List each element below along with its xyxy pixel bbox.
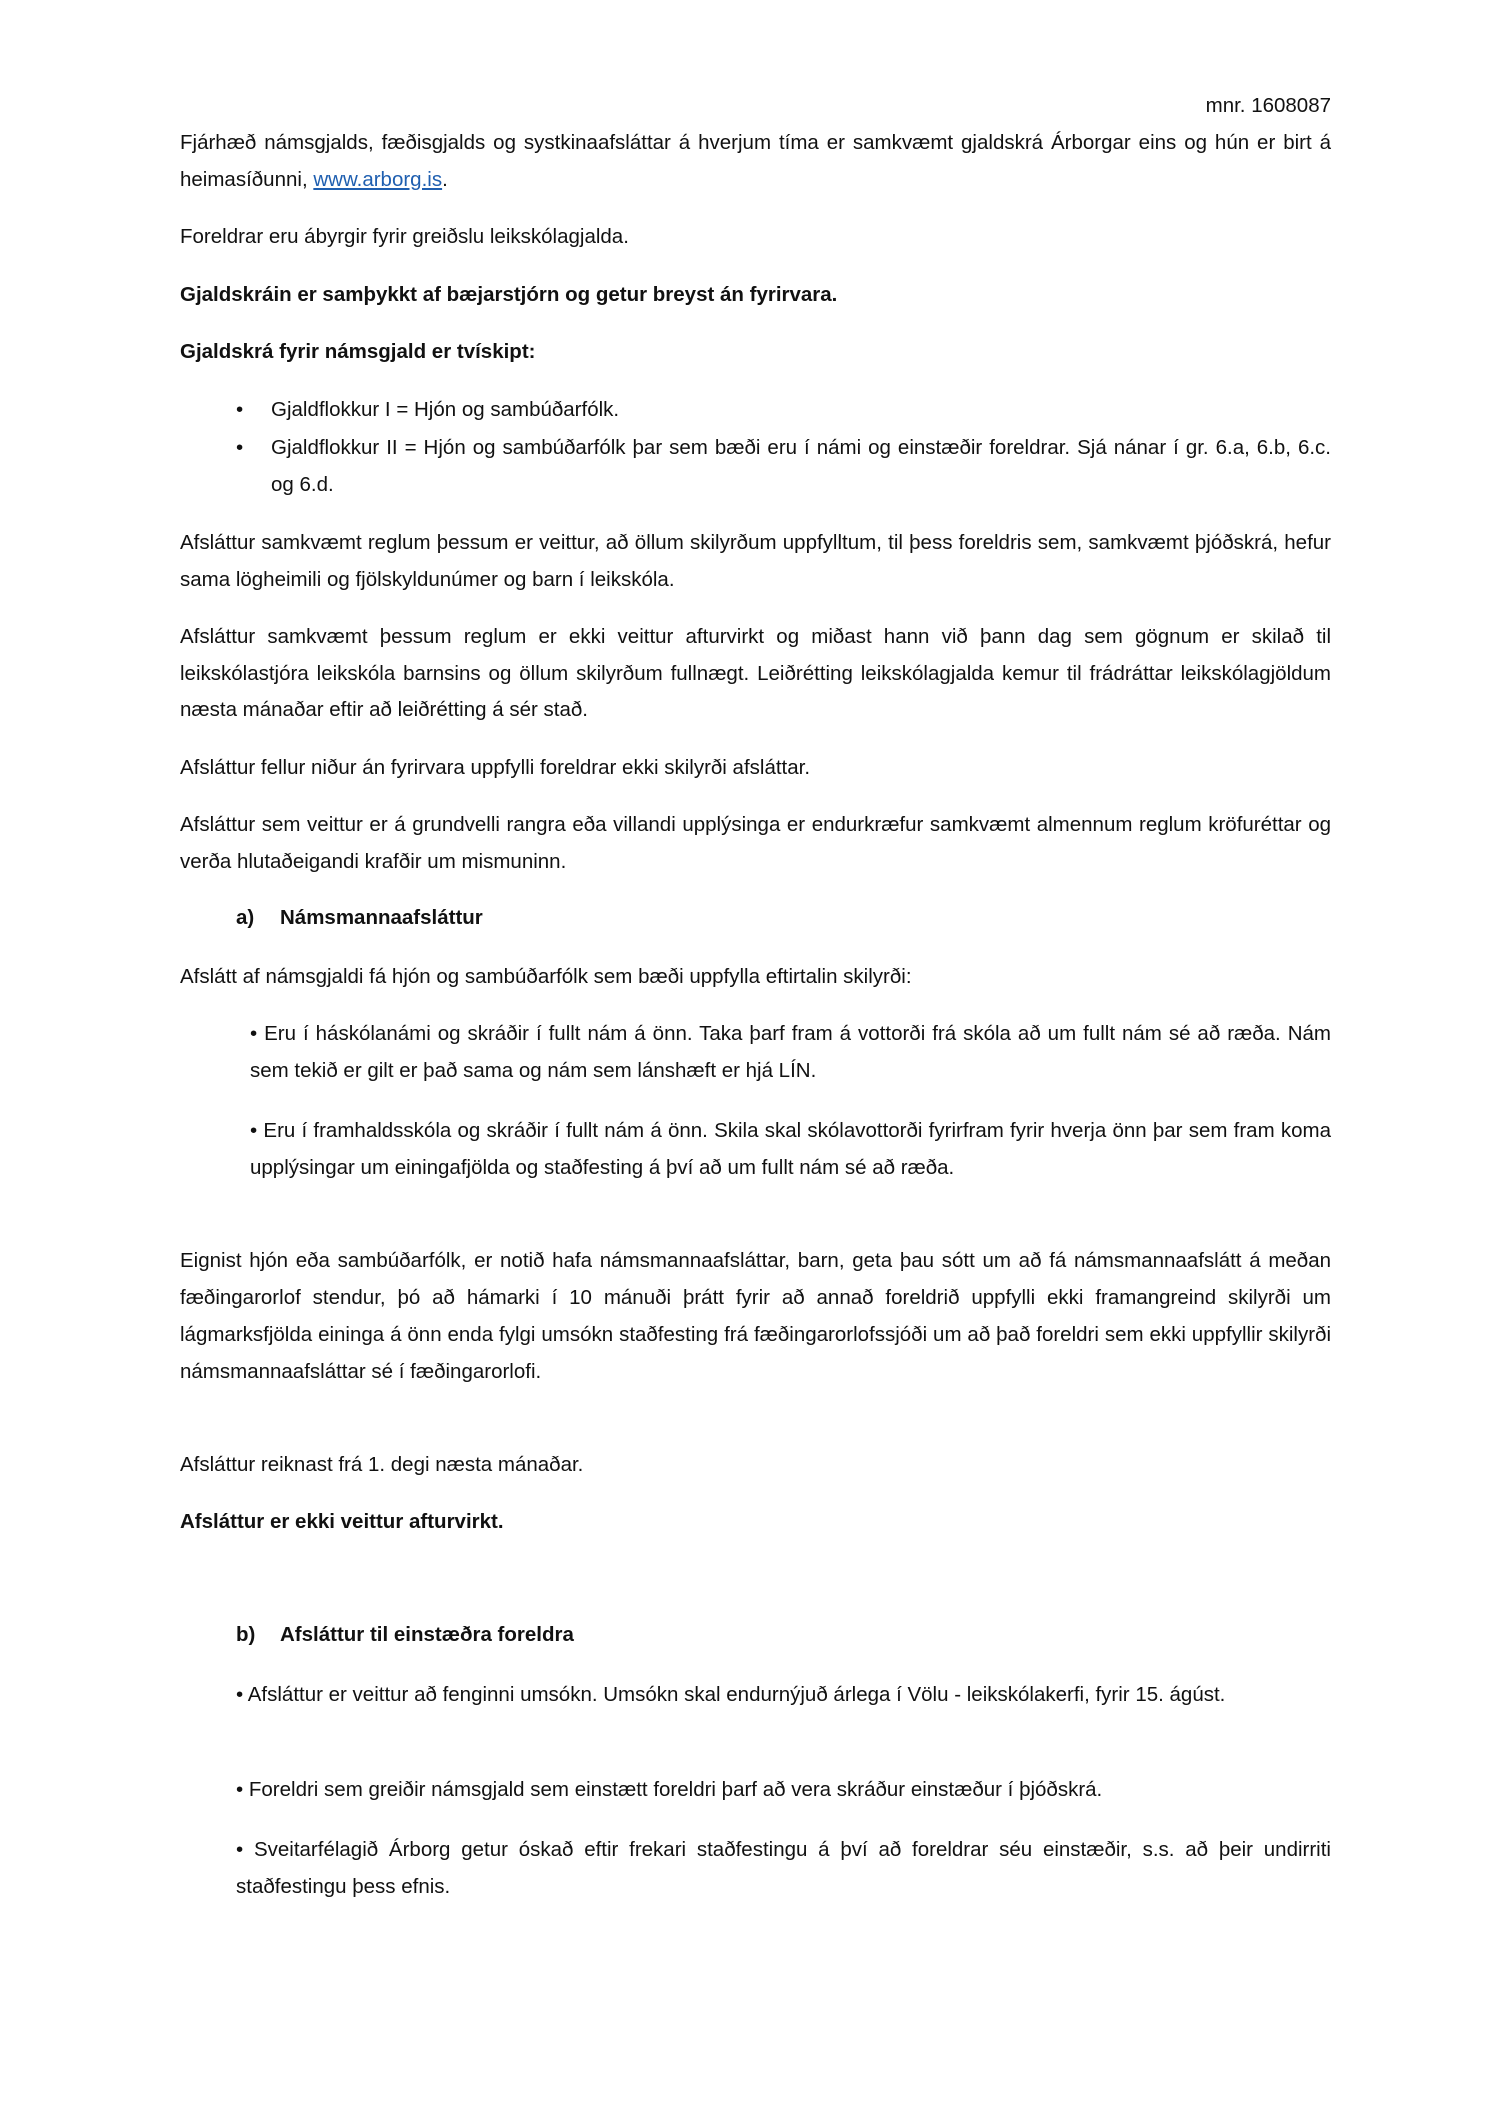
list-item: • Sveitarfélagið Árborg getur óskað eftir frekari staðfestingu á því að foreldrar séu einstæðir, s.s. að þeir undirriti staðfestingu þess efnis. xyxy=(236,1838,1331,1898)
paragraph-discount-rules: Afsláttur samkvæmt reglum þessum er veittur, að öllum skilyrðum uppfylltum, til þess foreldris sem, samkvæmt þjóðskrá, hefur sama lögheimili og fjölskyldunúmer og barn í leikskóla. xyxy=(180,531,1331,591)
list-item: • Foreldri sem greiðir námsgjald sem einstætt foreldri þarf að vera skráður einstæður í þjóðskrá. xyxy=(236,1778,1103,1801)
paragraph-end: . xyxy=(442,167,448,191)
section-a-heading: a) Námsmannaafsláttur xyxy=(236,906,483,929)
section-a-bold-paragraph: Afsláttur er ekki veittur afturvirkt. xyxy=(180,1510,504,1533)
paragraph-parents-responsible: Foreldrar eru ábyrgir fyrir greiðslu leikskólagjalda. xyxy=(180,225,629,248)
bullet-icon: • xyxy=(236,436,244,459)
paragraph-discount-cancelled: Afsláttur fellur niður án fyrirvara uppfylli foreldrar ekki skilyrði afsláttar. xyxy=(180,756,811,779)
document-number: mnr. 1608087 xyxy=(1205,94,1331,117)
paragraph-fee-amount xyxy=(180,125,1331,198)
section-a-calc-paragraph: Afsláttur reiknast frá 1. degi næsta mánaðar. xyxy=(180,1453,584,1476)
section-b-heading: b) Afsláttur til einstæðra foreldra xyxy=(236,1623,574,1646)
list-item: • Eru í háskólanámi og skráðir í fullt nám á önn. Taka þarf fram á vottorði frá skóla að um fullt nám sé að ræða. Nám sem tekið er gilt er það sama og nám sem lánshæft er hjá LÍN. xyxy=(250,1022,1331,1082)
website-link[interactable]: www.arborg.is xyxy=(313,167,443,191)
paragraph-tariff-approved: Gjaldskráin er samþykkt af bæjarstjórn og getur breyst án fyrirvara. xyxy=(180,283,838,306)
paragraph-text: Fjárhæð námsgjalds, fæðisgjalds og systkinaafsláttar á hverjum tíma er samkvæmt gjaldskrá Árborgar eins og hún er birt á heimasíðunni, xyxy=(180,131,1331,191)
list-item: • Afsláttur er veittur að fenginni umsókn. Umsókn skal endurnýjuð árlega í Völu - leikskólakerfi, fyrir 15. ágúst. xyxy=(236,1683,1226,1706)
section-a-intro: Afslátt af námsgjaldi fá hjón og sambúðarfólk sem bæði uppfylla eftirtalin skilyrði: xyxy=(180,965,912,988)
list-item: • Gjaldflokkur II = Hjón og sambúðarfólk þar sem bæði eru í námi og einstæðir foreldrar. Sjá nánar í gr. 6.a, 6.b, 6.c. og 6.d. xyxy=(236,429,1331,503)
paragraph-not-retroactive: Afsláttur samkvæmt þessum reglum er ekki veittur afturvirkt og miðast hann við þann dag sem gögnum er skilað til leikskólastjóra leikskóla barnsins og öllum skilyrðum fullnægt. Leiðrétting leikskólagjalda kemur til frádráttar leikskólagjöldum næsta mánaðar eftir að leiðrétting á sér stað. xyxy=(180,625,1331,721)
paragraph-discount-refundable: Afsláttur sem veittur er á grundvelli rangra eða villandi upplýsinga er endurkræfur samkvæmt almennum reglum kröfuréttar og verða hlutaðeigandi krafðir um mismuninn. xyxy=(180,813,1331,873)
section-a-birth-paragraph: Eignist hjón eða sambúðarfólk, er notið hafa námsmannaafsláttar, barn, geta þau sótt um að fá námsmannaafslátt á meðan fæðingarorlof stendur, þó að hámarki í 10 mánuði þrátt fyrir að annað foreldrið uppfylli ekki framangreind skilyrði um lágmarksfjölda eininga á önn enda fylgi umsókn staðfesting frá fæðingarorlofssjóði um að það foreldri sem ekki uppfyllir skilyrði námsmannaafsláttar sé í fæðingarorlofi. xyxy=(180,1249,1331,1383)
list-item: • Gjaldflokkur I = Hjón og sambúðarfólk. xyxy=(236,391,1331,428)
paragraph-tariff-split: Gjaldskrá fyrir námsgjald er tvískipt: xyxy=(180,340,536,363)
bullet-icon: • xyxy=(236,398,244,421)
list-item: • Eru í framhaldsskóla og skráðir í fullt nám á önn. Skila skal skólavottorði fyrirfram fyrir hverja önn þar sem fram koma upplýsingar um einingafjölda og staðfesting á því að um fullt nám sé að ræða. xyxy=(250,1119,1331,1179)
